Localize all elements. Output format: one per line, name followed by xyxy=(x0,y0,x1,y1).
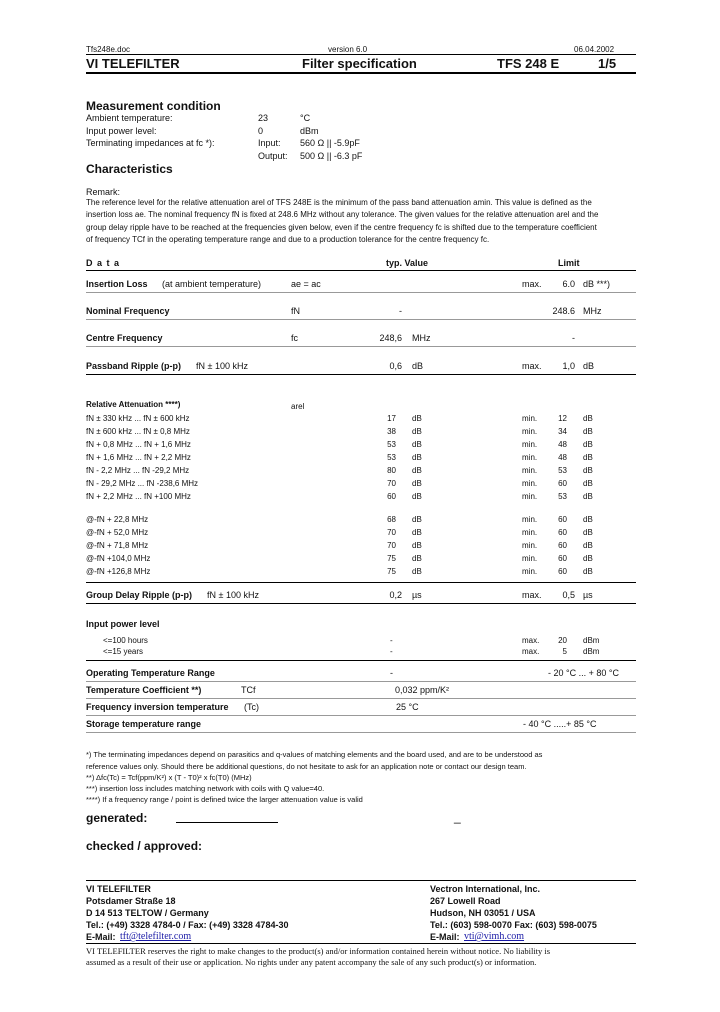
rel-att-range: fN ± 600 kHz ... fN ± 0,8 MHz xyxy=(86,427,190,436)
characteristics-heading: Characteristics xyxy=(86,162,173,176)
measurement-unit: °C xyxy=(300,113,311,123)
col-typ: typ. Value xyxy=(386,258,429,268)
rel-att-min: 12 xyxy=(558,414,567,423)
rel-att-min: 60 xyxy=(558,479,567,488)
gdr-limit-pre: max. xyxy=(522,590,542,600)
rel-att-min-unit: dB xyxy=(583,554,593,563)
footnote: ***) insertion loss includes matching network with coils with Q value=40. xyxy=(86,784,325,793)
row-label: Centre Frequency xyxy=(86,333,163,343)
input-power-limit-pre: max. xyxy=(522,636,540,645)
input-power-typ: - xyxy=(390,636,393,645)
measurement-label: Input power level: xyxy=(86,125,157,136)
input-power-label: <=100 hours xyxy=(103,636,148,645)
rel-att-min: 48 xyxy=(558,440,567,449)
rel-att-typ: 70 xyxy=(387,479,396,488)
footnote: reference values only. Should there be additional questions, do not hesitate to ask for an application note or contact our design team. xyxy=(86,762,527,771)
input-power-limit: 20 xyxy=(558,636,567,645)
rel-att-min: 53 xyxy=(558,492,567,501)
rel-att-typ: 60 xyxy=(387,492,396,501)
rel-att-min-label: min. xyxy=(522,541,538,550)
doc-filename: Tfs248e.doc xyxy=(86,45,131,54)
remark-line: group delay ripple have to be reached at the frequencies given below, even if the centre frequency fc is shifted due to the temperature coefficient xyxy=(86,222,597,232)
input-power-unit: dBm xyxy=(583,647,600,656)
rel-att-range: @-fN +126,8 MHz xyxy=(86,567,151,576)
rel-att-min-label: min. xyxy=(522,554,538,563)
input-power-heading: Input power level xyxy=(86,619,160,629)
rel-att-min-unit: dB xyxy=(583,515,593,524)
rel-att-typ: 38 xyxy=(387,427,396,436)
gdr-typ: 0,2 xyxy=(389,590,402,600)
spec-symbol: (Tc) xyxy=(244,702,259,712)
rel-att-min-label: min. xyxy=(522,440,538,449)
spec-typ: 0,032 ppm/K² xyxy=(395,685,450,695)
rel-att-range: @-fN +104,0 MHz xyxy=(86,554,151,563)
row-typ: 248,6 xyxy=(379,333,402,343)
rel-att-min-label: min. xyxy=(522,567,538,576)
gdr-typ-unit: µs xyxy=(412,590,422,600)
header-rule xyxy=(86,54,636,55)
rel-att-typ: 75 xyxy=(387,554,396,563)
measurement-unit: 560 Ω || -5.9pF xyxy=(300,138,360,148)
rel-att-min: 60 xyxy=(558,541,567,550)
row-rule xyxy=(86,603,636,604)
row-label: Nominal Frequency xyxy=(86,306,170,316)
row-limit-unit: dB xyxy=(583,361,595,371)
row-rule xyxy=(86,346,636,347)
row-rule xyxy=(86,732,636,733)
row-note: fN ± 100 kHz xyxy=(196,361,248,371)
rel-att-min: 60 xyxy=(558,567,567,576)
row-symbol: fN xyxy=(291,306,300,316)
measurement-label: Ambient temperature: xyxy=(86,113,173,123)
rel-att-unit: dB xyxy=(412,528,422,537)
rel-att-min: 60 xyxy=(558,515,567,524)
rel-att-typ: 53 xyxy=(387,453,396,462)
row-label: Passband Ripple (p-p) xyxy=(86,361,182,371)
rel-att-unit: dB xyxy=(412,440,422,449)
rel-att-range: @-fN + 22,8 MHz xyxy=(86,515,149,524)
rel-att-heading: Relative Attenuation ****) xyxy=(86,400,181,409)
row-rule xyxy=(86,660,636,661)
remark-title: Remark: xyxy=(86,187,121,197)
rel-att-typ: 75 xyxy=(387,567,396,576)
row-rule xyxy=(86,292,636,293)
rel-att-min-unit: dB xyxy=(583,414,593,423)
rel-att-min-unit: dB xyxy=(583,528,593,537)
footer-right-street: 267 Lowell Road xyxy=(430,896,501,906)
rel-att-min: 60 xyxy=(558,554,567,563)
rel-att-min: 48 xyxy=(558,453,567,462)
remark-line: insertion loss ae. The nominal frequency fN is fixed at 248.6 MHz without any tolerance. The given values for the relative attenuation arel and the xyxy=(86,210,599,220)
input-power-label: <=15 years xyxy=(103,647,144,656)
generated-label: generated: xyxy=(86,811,148,825)
row-rule xyxy=(86,374,636,375)
rel-att-unit: dB xyxy=(412,515,422,524)
gdr-label: Group Delay Ripple (p-p) xyxy=(86,590,193,600)
row-symbol: fc xyxy=(291,333,299,343)
row-rule xyxy=(86,681,636,682)
spec-limit: - 20 °C ... + 80 °C xyxy=(548,668,619,678)
rel-att-typ: 80 xyxy=(387,466,396,475)
measurement-heading: Measurement condition xyxy=(86,99,221,113)
disclaimer-line: VI TELEFILTER reserves the right to make changes to the product(s) and/or information contained herein without notice. No liability is xyxy=(86,946,551,956)
rel-att-unit: dB xyxy=(412,427,422,436)
footer-left-email-label: E-Mail: xyxy=(86,932,116,942)
part-number: TFS 248 E xyxy=(497,56,560,71)
rel-att-min-label: min. xyxy=(522,528,538,537)
rel-att-min-label: min. xyxy=(522,515,538,524)
row-limit: 1,0 xyxy=(562,361,575,371)
rel-att-min-label: min. xyxy=(522,466,538,475)
footnote: **) Δfc(Tc) = Tcf(ppm/K²) x (T - T0)² x fc(T0) (MHz) xyxy=(86,773,252,782)
rel-att-min-label: min. xyxy=(522,427,538,436)
footer-right-city: Hudson, NH 03051 / USA xyxy=(430,908,536,918)
spec-symbol: TCf xyxy=(241,685,256,695)
rel-att-min-label: min. xyxy=(522,479,538,488)
measurement-value: 23 xyxy=(258,113,269,123)
rel-att-min-unit: dB xyxy=(583,466,593,475)
input-power-limit-pre: max. xyxy=(522,647,540,656)
measurement-value: Input: xyxy=(258,138,281,148)
rel-att-range: fN - 2,2 MHz ... fN -29,2 MHz xyxy=(86,466,190,475)
rel-att-min-label: min. xyxy=(522,492,538,501)
rel-att-range: fN ± 330 kHz ... fN ± 600 kHz xyxy=(86,414,190,423)
measurement-value: Output: xyxy=(258,150,288,161)
row-note: (at ambient temperature) xyxy=(162,279,262,289)
company-name: VI TELEFILTER xyxy=(86,56,180,71)
spec-label: Storage temperature range xyxy=(86,719,202,729)
footer-left-phone: Tel.: (+49) 3328 4784-0 / Fax: (+49) 3328 4784-30 xyxy=(86,920,289,930)
footer-left-email-link[interactable]: tft@telefilter.com xyxy=(120,931,192,942)
row-typ: 0,6 xyxy=(389,361,402,371)
row-limit-pre: max. xyxy=(522,361,542,371)
rel-att-range: fN - 29,2 MHz ... fN -238,6 MHz xyxy=(86,479,199,488)
rel-att-unit: dB xyxy=(412,466,422,475)
doc-title: Filter specification xyxy=(302,56,417,71)
spec-label: Temperature Coefficient **) xyxy=(86,685,202,695)
table-head-rule xyxy=(86,270,636,271)
row-typ: - xyxy=(399,306,402,316)
row-limit: - xyxy=(572,333,575,343)
spec-typ: 25 °C xyxy=(396,702,419,712)
row-symbol: ae = ac xyxy=(291,279,321,289)
measurement-unit: dBm xyxy=(300,125,319,136)
rel-att-min-unit: dB xyxy=(583,567,593,576)
measurement-value: 0 xyxy=(258,125,264,136)
gdr-limit-unit: µs xyxy=(583,590,593,600)
rel-att-range: @-fN + 52,0 MHz xyxy=(86,528,149,537)
rel-att-unit: dB xyxy=(412,567,422,576)
spec-label: Frequency inversion temperature xyxy=(86,702,229,712)
remark-line: The reference level for the relative attenuation arel of TFS 248E is the minimum of the pass band attenuation amin. This value is defined as the xyxy=(86,198,592,207)
row-typ-unit: MHz xyxy=(412,333,431,343)
footer-bottom-rule xyxy=(86,943,636,944)
rel-att-min-unit: dB xyxy=(583,541,593,550)
rel-att-min: 53 xyxy=(558,466,567,475)
footer-right-email-link[interactable]: vti@vimh.com xyxy=(464,931,525,942)
spec-typ: - xyxy=(390,668,393,678)
footer-right-name: Vectron International, Inc. xyxy=(430,884,541,894)
approved-label: checked / approved: xyxy=(86,839,203,853)
remark-line: of frequency TCf in the operating temperature range and due to a production tolerance for the centre frequency fc. xyxy=(86,234,490,244)
footer-left-city: D 14 513 TELTOW / Germany xyxy=(86,908,209,918)
rel-att-min: 60 xyxy=(558,528,567,537)
row-rule xyxy=(86,698,636,699)
row-limit-unit: dB ***) xyxy=(583,279,611,289)
rel-att-min: 34 xyxy=(558,427,567,436)
input-power-limit: 5 xyxy=(562,647,567,656)
footer-left-street: Potsdamer Straße 18 xyxy=(86,896,176,906)
rel-att-typ: 70 xyxy=(387,528,396,537)
doc-date: 06.04.2002 xyxy=(574,45,615,54)
rel-att-min-unit: dB xyxy=(583,479,593,488)
gdr-limit: 0,5 xyxy=(562,590,575,600)
rel-att-min-unit: dB xyxy=(583,427,593,436)
footnote: *) The terminating impedances depend on parasitics and q-values of matching elements and the board used, and are to be understood as xyxy=(86,750,543,759)
rel-att-min-label: min. xyxy=(522,414,538,423)
header-rule-thick xyxy=(86,72,636,74)
measurement-label: Terminating impedances at fc *): xyxy=(86,138,215,148)
rel-att-min-unit: dB xyxy=(583,492,593,501)
rel-att-min-label: min. xyxy=(522,453,538,462)
col-data: D a t a xyxy=(86,258,121,268)
row-limit: 248.6 xyxy=(552,306,575,316)
footer-right-email-label: E-Mail: xyxy=(430,932,460,942)
rel-att-range: fN + 1,6 MHz ... fN + 2,2 MHz xyxy=(86,453,191,462)
row-rule xyxy=(86,582,636,583)
rel-att-unit: dB xyxy=(412,554,422,563)
input-power-typ: - xyxy=(390,647,393,656)
row-limit: 6.0 xyxy=(562,279,575,289)
disclaimer-line: assumed as a result of their use or application. No rights under any patent accompany the sale of any such product(s) or information. xyxy=(86,957,537,967)
spec-label: Operating Temperature Range xyxy=(86,668,215,678)
doc-version: version 6.0 xyxy=(328,45,368,54)
footer-left-name: VI TELEFILTER xyxy=(86,884,151,894)
rel-att-unit: dB xyxy=(412,479,422,488)
row-rule xyxy=(86,319,636,320)
footnote: ****) If a frequency range / point is defined twice the larger attenuation value is valid xyxy=(86,795,363,804)
rel-att-unit: dB xyxy=(412,541,422,550)
row-limit-pre: max. xyxy=(522,279,542,289)
footer-right-phone: Tel.: (603) 598-0070 Fax: (603) 598-0075 xyxy=(430,920,597,930)
signature-dash: _ xyxy=(454,810,461,824)
row-limit-unit: MHz xyxy=(583,306,602,316)
rel-att-min-unit: dB xyxy=(583,453,593,462)
rel-att-typ: 68 xyxy=(387,515,396,524)
rel-att-unit: dB xyxy=(412,453,422,462)
row-label: Insertion Loss xyxy=(86,279,148,289)
spec-limit: - 40 °C .....+ 85 °C xyxy=(523,719,597,729)
rel-att-typ: 17 xyxy=(387,414,396,423)
footer-rule xyxy=(86,880,636,881)
rel-att-typ: 70 xyxy=(387,541,396,550)
rel-att-typ: 53 xyxy=(387,440,396,449)
rel-att-unit: dB xyxy=(412,414,422,423)
rel-att-range: fN + 0,8 MHz ... fN + 1,6 MHz xyxy=(86,440,191,449)
gdr-note: fN ± 100 kHz xyxy=(207,590,259,600)
col-limit: Limit xyxy=(558,258,580,268)
generated-line xyxy=(176,822,278,823)
rel-att-symbol: arel xyxy=(291,402,305,411)
measurement-unit: 500 Ω || -6.3 pF xyxy=(300,150,363,161)
rel-att-min-unit: dB xyxy=(583,440,593,449)
rel-att-unit: dB xyxy=(412,492,422,501)
page-number: 1/5 xyxy=(598,56,617,71)
rel-att-range: fN + 2,2 MHz ... fN +100 MHz xyxy=(86,492,191,501)
row-typ-unit: dB xyxy=(412,361,424,371)
input-power-unit: dBm xyxy=(583,636,600,645)
rel-att-range: @-fN + 71,8 MHz xyxy=(86,541,149,550)
row-rule xyxy=(86,715,636,716)
